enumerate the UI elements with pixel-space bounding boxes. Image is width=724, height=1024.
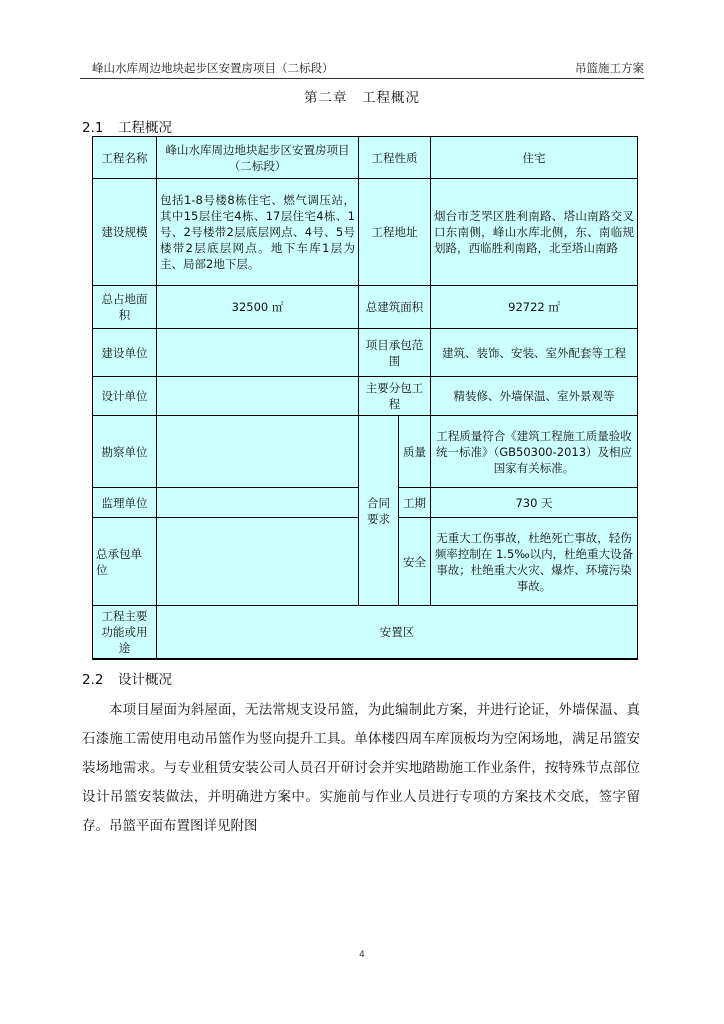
sub-contract-label: 主要分包工程 xyxy=(359,377,431,416)
table-row xyxy=(93,179,638,286)
period-value: 730 天 xyxy=(431,488,638,518)
scale-value: 包括1-8号楼8栋住宅、燃气调压站，其中15层住宅4栋、17层住宅4栋、1号、2号楼带2层底层网点、4号、5号楼带2层底层网点。地下车库1层为主、局部2地下层。 xyxy=(157,179,359,286)
table-row xyxy=(93,606,638,660)
builder-value xyxy=(157,329,359,377)
section-number: 2.1 xyxy=(82,120,104,136)
address-value: 烟台市芝罘区胜利南路、塔山南路交叉口东南侧，峰山水库北侧，东、南临规划路，西临胜利南路，北至塔山南路 xyxy=(431,179,638,286)
nature-value: 住宅 xyxy=(431,137,638,179)
period-label: 工期 xyxy=(399,488,431,518)
build-area-label: 总建筑面积 xyxy=(359,286,431,329)
section-heading-2-1 xyxy=(82,116,172,136)
contract-requirement-label: 合同要求 xyxy=(359,416,399,606)
section-number: 2.2 xyxy=(82,672,104,688)
land-area-value: 32500 ㎡ xyxy=(157,286,359,329)
section-title: 设计概况 xyxy=(118,672,172,688)
header-rule xyxy=(80,78,644,79)
table-row xyxy=(93,416,638,488)
address-label: 工程地址 xyxy=(359,179,431,286)
chapter-title: 第二章 工程概况 xyxy=(304,90,420,106)
land-area-label: 总占地面积 xyxy=(93,286,157,329)
project-name-label: 工程名称 xyxy=(93,137,157,179)
table-row xyxy=(93,329,638,377)
safety-value: 无重大工伤事故，杜绝死亡事故，轻伤频率控制在 1.5‰以内，杜绝重大设备事故；杜绝重大火灾、爆炸、环境污染事故。 xyxy=(431,518,638,606)
design-overview-paragraph: 本项目屋面为斜屋面，无法常规支设吊篮，为此编制此方案，并进行论证，外墙保温、真石漆施工需使用电动吊篮作为竖向提升工具。单体楼四周车库顶板均为空闲场地，满足吊篮安装场地需求。与专业租赁安装公司人员召开研讨会并实地踏勘施工作业条件，按特殊节点部位设计吊篮安装做法，并明确进方案中。实施前与作业人员进行专项的方案技术交底，签字留存。吊篮平面布置图详见附图 xyxy=(82,702,640,834)
function-value: 安置区 xyxy=(157,606,638,660)
page-header-doc-title: 吊篮施工方案 xyxy=(575,61,644,75)
function-label: 工程主要功能或用途 xyxy=(93,606,157,660)
survey-label: 勘察单位 xyxy=(93,416,157,488)
nature-label: 工程性质 xyxy=(359,137,431,179)
table-row xyxy=(93,286,638,329)
safety-label: 安全 xyxy=(399,518,431,606)
page-number: 4 xyxy=(359,950,365,960)
build-area-value: 92722 ㎡ xyxy=(431,286,638,329)
table-row xyxy=(93,137,638,179)
quality-value: 工程质量符合《建筑工程施工质量验收统一标准》（GB50300-2013）及相应国家有关标准。 xyxy=(431,416,638,488)
survey-value xyxy=(157,416,359,488)
general-contractor-value xyxy=(157,518,359,606)
builder-label: 建设单位 xyxy=(93,329,157,377)
project-name-value: 峰山水库周边地块起步区安置房项目（二标段） xyxy=(157,137,359,179)
contract-scope-label: 项目承包范围 xyxy=(359,329,431,377)
designer-label: 设计单位 xyxy=(93,377,157,416)
page-header-project: 峰山水库周边地块起步区安置房项目（二标段） xyxy=(92,61,334,75)
quality-label: 质量 xyxy=(399,416,431,488)
section-title: 工程概况 xyxy=(118,120,172,136)
section-heading-2-2 xyxy=(82,668,172,688)
supervisor-label: 监理单位 xyxy=(93,488,157,518)
sub-contract-value: 精装修、外墙保温、室外景观等 xyxy=(431,377,638,416)
general-contractor-label: 总承包单位 xyxy=(93,518,157,606)
project-overview-table xyxy=(92,136,638,660)
supervisor-value xyxy=(157,488,359,518)
contract-scope-value: 建筑、装饰、安装、室外配套等工程 xyxy=(431,329,638,377)
scale-label: 建设规模 xyxy=(93,179,157,286)
table-row xyxy=(93,377,638,416)
designer-value xyxy=(157,377,359,416)
